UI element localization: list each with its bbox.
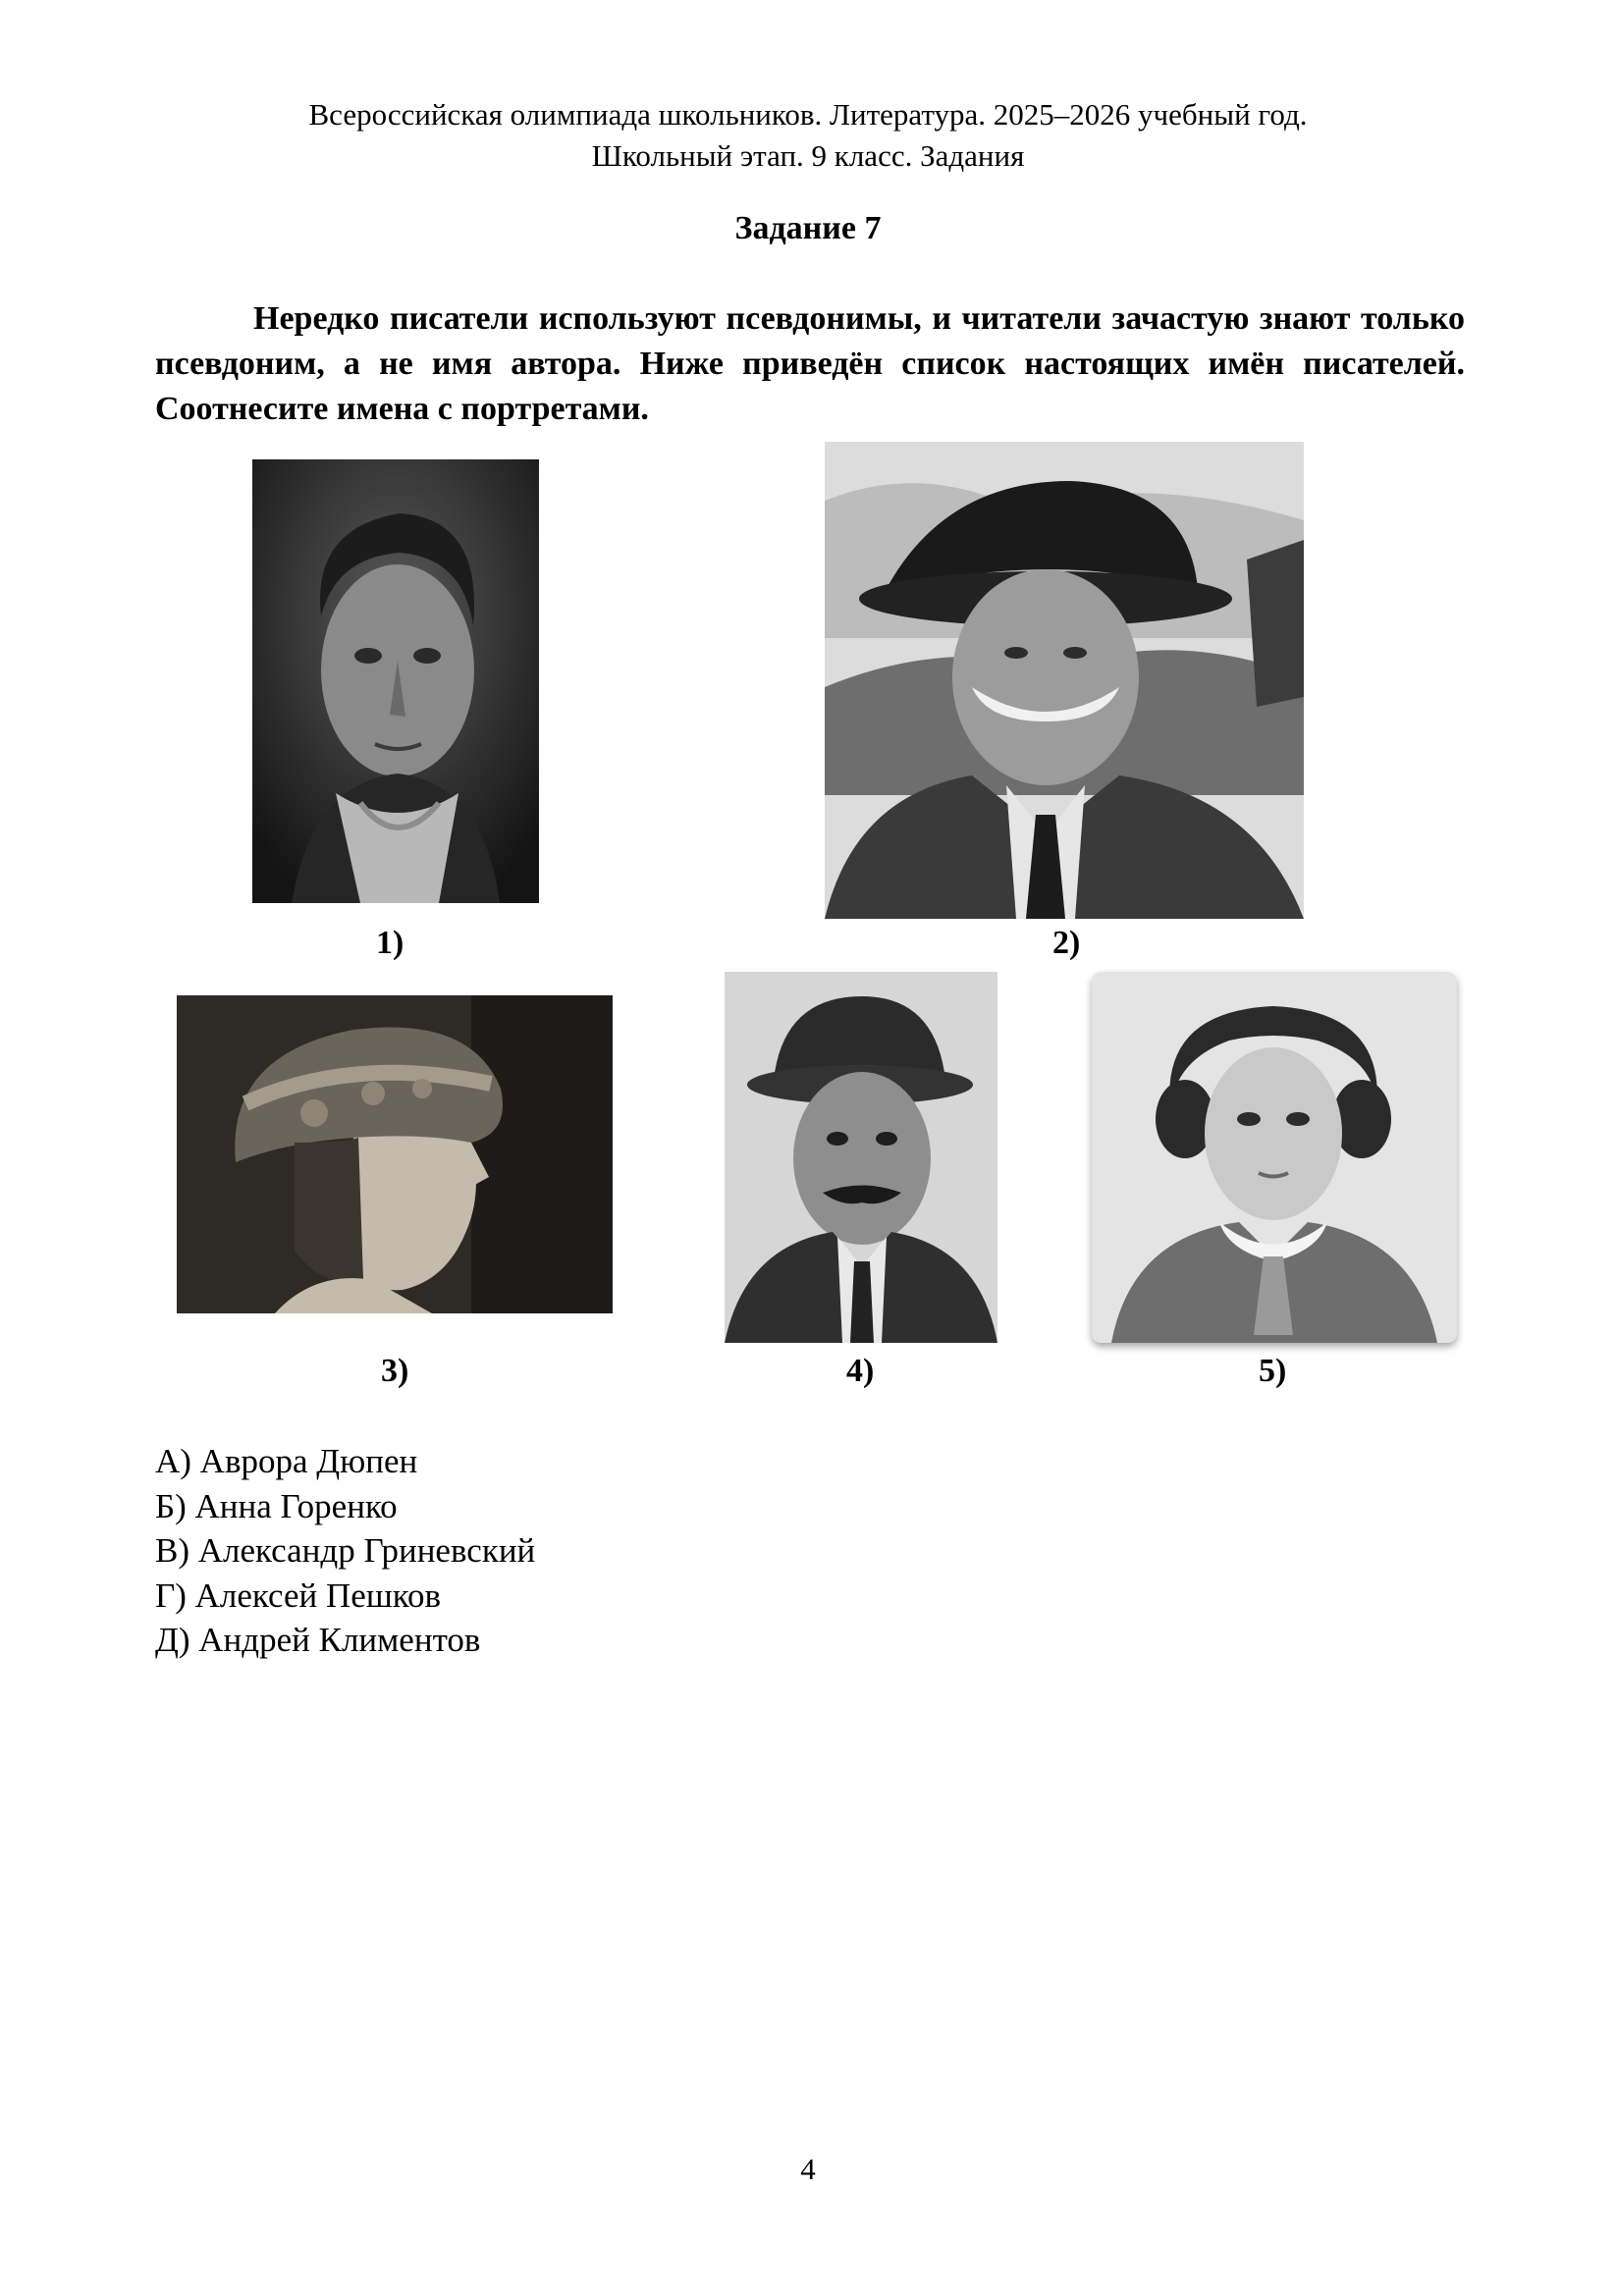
portrait-1-image: [252, 459, 539, 903]
task-intro: Нередко писатели используют псевдонимы, и читатели зачастую знают только псевдоним, а не имя автора. Ниже приведён список настоящих имён писателей. Соотнесите имена с портретами.: [155, 300, 1465, 427]
option-a: А) Аврора Дюпен: [155, 1442, 418, 1480]
portrait-1-label: 1): [376, 925, 404, 961]
portrait-5-image: [1092, 972, 1457, 1343]
option-v: В) Александр Гриневский: [155, 1531, 536, 1570]
page-number: 4: [800, 2152, 816, 2186]
option-g: Г) Алексей Пешков: [155, 1575, 442, 1615]
portrait-2-image: [825, 442, 1304, 919]
header-line-2: Школьный этап. 9 класс. Задания: [591, 138, 1025, 173]
portrait-4-image: [725, 972, 997, 1343]
portrait-4-label: 4): [846, 1353, 875, 1389]
header-line-1: Всероссийская олимпиада школьников. Литература. 2025–2026 учебный год.: [308, 97, 1308, 132]
task-title: Задание 7: [734, 210, 882, 246]
answer-options-list: [155, 1439, 535, 1663]
portrait-3-label: 3): [381, 1353, 409, 1389]
portrait-5-label: 5): [1259, 1353, 1287, 1389]
option-d: Д) Андрей Климентов: [155, 1621, 481, 1659]
document-header: [0, 94, 1616, 177]
option-b: Б) Анна Горенко: [155, 1486, 398, 1525]
portrait-2-label: 2): [1052, 925, 1081, 961]
portrait-3-image: [177, 995, 613, 1313]
